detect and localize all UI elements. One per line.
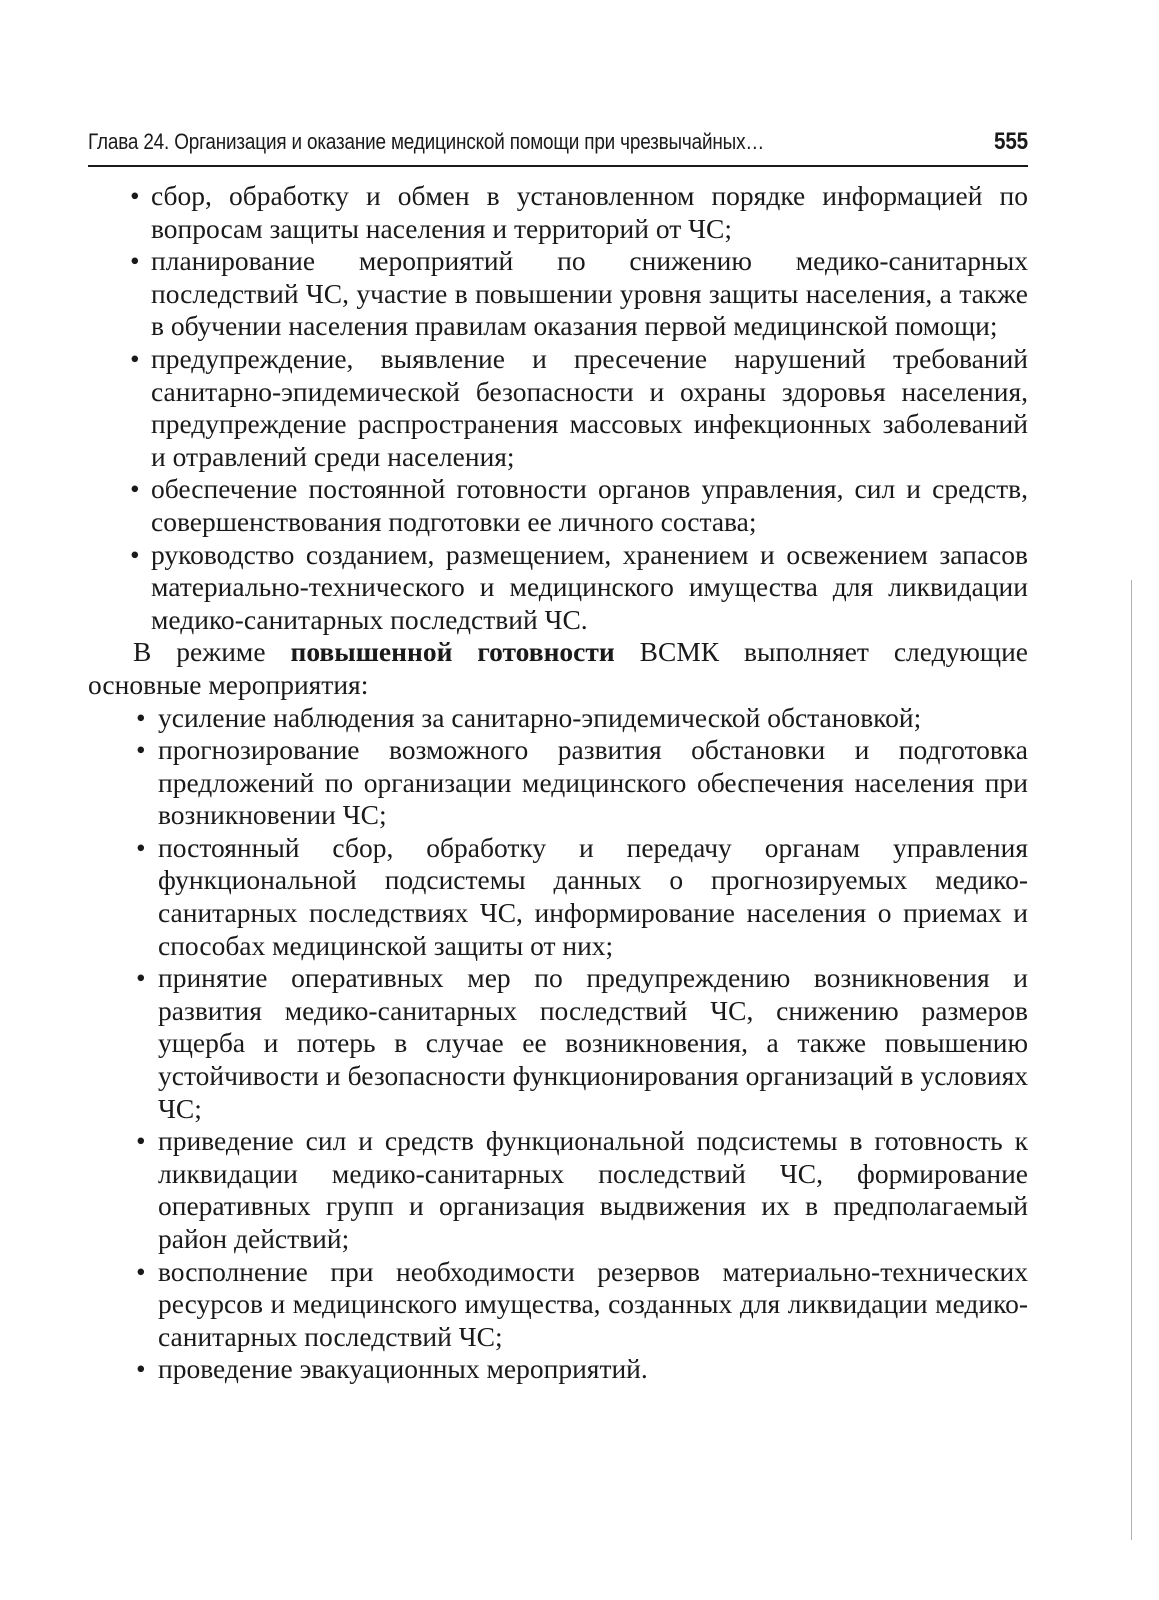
page-edge-line (1131, 580, 1132, 1540)
header-rule (88, 165, 1028, 167)
paragraph-high-readiness (88, 636, 1028, 701)
list-item: • руководство созданием, размещением, хранением и освежением запасов материально-технического и медицинского имущества для ликвидации медико-санитарных последствий ЧС. (88, 539, 1028, 637)
page-number: 555 (994, 128, 1028, 155)
list-item: • усиление наблюдения за санитарно-эпидемической обстановкой; (88, 702, 1028, 735)
list-item: • восполнение при необходимости резервов материально-технических ресурсов и медицинского имущества, созданных для ликвидации медико-санитарных последствий ЧС; (88, 1256, 1028, 1354)
list-item: • сбор, обработку и обмен в установленном порядке информацией по вопросам защиты населения и территорий от ЧС; (88, 180, 1028, 245)
list-item: • принятие оперативных мер по предупреждению возникновения и развития медико-санитарных последствий ЧС, снижению размеров ущерба и потерь в случае ее возникновения, а также повышению устойчивости и безопасности функционирования организаций в условиях ЧС; (88, 962, 1028, 1125)
bullet-list-routine (88, 180, 1028, 636)
list-item: • прогнозирование возможного развития обстановки и подготовка предложений по организации медицинского обеспечения населения при возникновении ЧС; (88, 734, 1028, 832)
paragraph-bold-term: повышенной готовности (290, 636, 615, 668)
list-item: • приведение сил и средств функциональной подсистемы в готовность к ликвидации медико-санитарных последствий ЧС, формирование оперативных групп и организация выдвижения их в предполагаемый район действий; (88, 1125, 1028, 1255)
running-head (88, 128, 1028, 156)
running-title: Глава 24. Организация и оказание медицинской помощи при чрезвычайных… (88, 129, 765, 154)
list-item: • планирование мероприятий по снижению медико-санитарных последствий ЧС, участие в повышении уровня защиты населения, а также в обучении населения правилам оказания первой медицинской помощи; (88, 245, 1028, 343)
list-item: • постоянный сбор, обработку и передачу органам управления функциональной подсистемы данных о прогнозируемых медико-санитарных последствиях ЧС, информирование населения о приемах и способах медицинской защиты от них; (88, 832, 1028, 962)
list-item: • обеспечение постоянной готовности органов управления, сил и средств, совершенствования подготовки ее личного состава; (88, 473, 1028, 538)
page-body (88, 180, 1028, 1386)
bullet-list-high-readiness (88, 702, 1028, 1386)
paragraph-lead: В режиме (133, 636, 291, 668)
list-item: • предупреждение, выявление и пресечение нарушений требований санитарно-эпидемической безопасности и охраны здоровья населения, предупреждение распространения массовых инфекционных заболеваний и отравлений среди населения; (88, 343, 1028, 473)
paragraph-rest: ВСМК выполняет следующие основные мероприятия: (88, 636, 1028, 700)
list-item: • проведение эвакуационных мероприятий. (88, 1353, 1028, 1386)
